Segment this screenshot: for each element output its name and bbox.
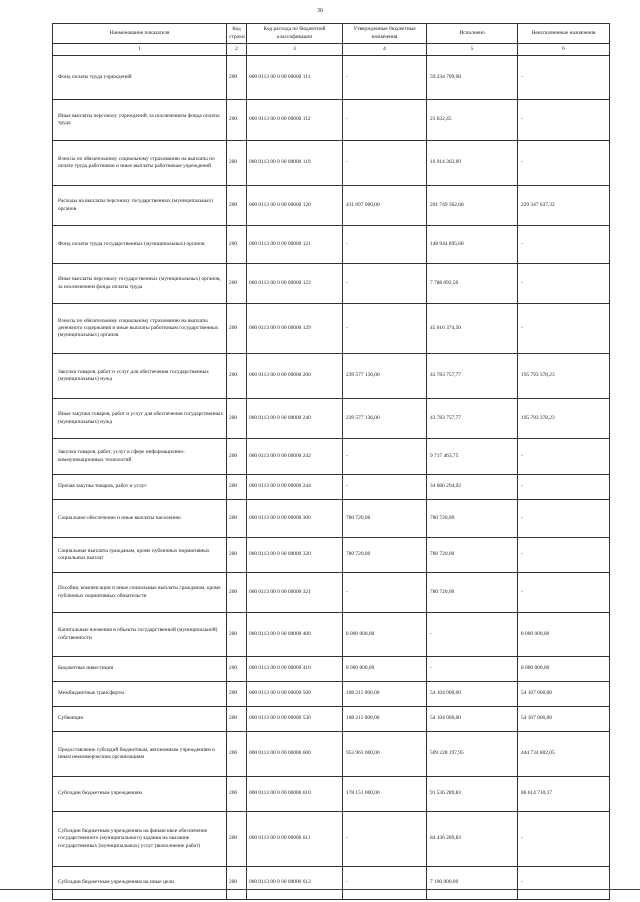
row-executed: 7 100 000,00: [427, 867, 518, 900]
row-line-code: 200: [227, 777, 247, 812]
row-unexecuted: 195 793 378,23: [518, 399, 610, 439]
row-budget-code: 000 0113 00 0 00 00000 200: [247, 354, 343, 399]
row-approved: 780 720,00: [343, 500, 427, 538]
row-approved: 239 577 136,00: [343, 354, 427, 399]
row-budget-code: 000 0113 00 0 00 00000 244: [247, 475, 343, 500]
row-unexecuted: 86 614 710,17: [518, 777, 610, 812]
row-name: Межбюджетные трансферты: [53, 682, 227, 707]
table-row: [53, 100, 610, 141]
row-budget-code: 000 0113 00 0 00 00000 119: [247, 141, 343, 186]
row-executed: 43 783 757,77: [427, 399, 518, 439]
row-approved: 431 097 000,00: [343, 186, 427, 226]
row-budget-code: 000 0113 00 0 00 00000 122: [247, 264, 343, 304]
row-unexecuted: -: [518, 264, 610, 304]
row-name: Капитальные вложения в объекты государственной (муниципальной) собственности: [53, 613, 227, 657]
row-unexecuted: 54 107 000,00: [518, 707, 610, 732]
row-line-code: 200: [227, 226, 247, 264]
row-budget-code: 000 0113 00 0 00 00000 500: [247, 682, 343, 707]
row-name: Взносы по обязательному социальному страхованию на выплаты по оплате труда работников и иные выплаты работникам учреждений: [53, 141, 227, 186]
row-unexecuted: 444 734 802,05: [518, 732, 610, 777]
row-approved: -: [343, 867, 427, 900]
row-approved: 178 151 000,00: [343, 777, 427, 812]
row-budget-code: 000 0113 00 0 00 00000 129: [247, 304, 343, 354]
table-row: [53, 399, 610, 439]
row-name: Бюджетные инвестиции: [53, 657, 227, 682]
row-line-code: 200: [227, 732, 247, 777]
row-budget-code: 000 0113 00 0 00 00000 321: [247, 573, 343, 613]
row-unexecuted: -: [518, 226, 610, 264]
row-line-code: 200: [227, 304, 247, 354]
row-name: Закупка товаров, работ и услуг для обеспечения государственных (муниципальных) нужд: [53, 354, 227, 399]
row-unexecuted: -: [518, 56, 610, 100]
row-approved: -: [343, 812, 427, 867]
column-number: 2: [227, 44, 247, 56]
row-name: Закупка товаров, работ, услуг в сфере информационно-коммуникационных технологий: [53, 439, 227, 475]
row-line-code: 200: [227, 475, 247, 500]
row-approved: -: [343, 56, 427, 100]
row-approved: -: [343, 226, 427, 264]
table-row: [53, 354, 610, 399]
row-approved: -: [343, 100, 427, 141]
row-budget-code: 000 0113 00 0 00 00000 242: [247, 439, 343, 475]
row-unexecuted: -: [518, 475, 610, 500]
row-name: Субсидии бюджетным учреждениям: [53, 777, 227, 812]
row-unexecuted: -: [518, 867, 610, 900]
row-line-code: 200: [227, 707, 247, 732]
row-line-code: 200: [227, 56, 247, 100]
table-row: [53, 56, 610, 100]
row-line-code: 200: [227, 500, 247, 538]
row-name: Социальные выплаты гражданам, кроме публичных нормативных социальных выплат: [53, 538, 227, 573]
table-row: [53, 500, 610, 538]
table-row: [53, 732, 610, 777]
row-budget-code: 000 0113 00 0 00 00000 112: [247, 100, 343, 141]
row-approved: 108 211 000,00: [343, 682, 427, 707]
row-executed: -: [427, 613, 518, 657]
row-unexecuted: -: [518, 812, 610, 867]
row-budget-code: 000 0113 00 0 00 00000 530: [247, 707, 343, 732]
row-line-code: 200: [227, 657, 247, 682]
row-line-code: 200: [227, 867, 247, 900]
row-line-code: 200: [227, 399, 247, 439]
row-name: Прочая закупка товаров, работ и услуг: [53, 475, 227, 500]
row-name: Пособия, компенсации и иные социальные выплаты гражданам, кроме публичных нормативных обязательств: [53, 573, 227, 613]
row-budget-code: 000 0113 00 0 00 00000 400: [247, 613, 343, 657]
table-row: [53, 777, 610, 812]
row-executed: 59 234 709,08: [427, 56, 518, 100]
column-number: 5: [427, 44, 518, 56]
row-line-code: 200: [227, 354, 247, 399]
header-unexecuted: Неисполненные назначения: [518, 24, 610, 44]
row-line-code: 200: [227, 186, 247, 226]
row-budget-code: 000 0113 00 0 00 00000 120: [247, 186, 343, 226]
row-unexecuted: -: [518, 439, 610, 475]
row-unexecuted: 8 000 000,00: [518, 657, 610, 682]
table-row: [53, 538, 610, 573]
row-unexecuted: -: [518, 141, 610, 186]
table-row: [53, 682, 610, 707]
expenditure-table: [52, 23, 610, 900]
table-row: [53, 657, 610, 682]
row-line-code: 200: [227, 682, 247, 707]
table-row: [53, 867, 610, 900]
row-approved: 953 963 000,00: [343, 732, 427, 777]
row-line-code: 200: [227, 613, 247, 657]
row-budget-code: 000 0113 00 0 00 00000 121: [247, 226, 343, 264]
row-name: Субвенции: [53, 707, 227, 732]
row-approved: 108 211 000,00: [343, 707, 427, 732]
row-executed: 780 720,00: [427, 500, 518, 538]
row-name: Предоставление субсидий бюджетным, автономным учреждениям и иным некоммерческим организациям: [53, 732, 227, 777]
row-name: Социальное обеспечение и иные выплаты населению: [53, 500, 227, 538]
row-budget-code: 000 0113 00 0 00 00000 610: [247, 777, 343, 812]
row-executed: 780 720,00: [427, 538, 518, 573]
row-unexecuted: 229 347 637,32: [518, 186, 610, 226]
row-budget-code: 000 0113 00 0 00 00000 611: [247, 812, 343, 867]
row-budget-code: 000 0113 00 0 00 00000 612: [247, 867, 343, 900]
row-executed: 9 717 463,75: [427, 439, 518, 475]
row-name: Взносы по обязательному социальному страхованию на выплаты денежного содержания и иные выплаты работникам государственных (муниципальных) органов: [53, 304, 227, 354]
row-executed: 54 104 000,00: [427, 707, 518, 732]
row-unexecuted: -: [518, 500, 610, 538]
table-row: [53, 226, 610, 264]
row-executed: 16 914 363,69: [427, 141, 518, 186]
row-budget-code: 000 0113 00 0 00 00000 111: [247, 56, 343, 100]
row-name: Иные выплаты персоналу государственных (муниципальных) органов, за исключением фонда оплаты труда: [53, 264, 227, 304]
row-executed: 7 788 092,50: [427, 264, 518, 304]
row-executed: 780 720,00: [427, 573, 518, 613]
row-approved: 8 000 000,00: [343, 657, 427, 682]
row-name: Фонд оплаты труда государственных (муниципальных) органов: [53, 226, 227, 264]
row-line-code: 200: [227, 100, 247, 141]
row-unexecuted: -: [518, 538, 610, 573]
row-line-code: 200: [227, 812, 247, 867]
header-executed: Исполнено: [427, 24, 518, 44]
row-executed: 54 104 000,00: [427, 682, 518, 707]
row-executed: 201 749 362,68: [427, 186, 518, 226]
table-row: [53, 141, 610, 186]
column-number: 6: [518, 44, 610, 56]
row-approved: -: [343, 141, 427, 186]
page-bottom-rule: [0, 889, 640, 890]
row-approved: -: [343, 475, 427, 500]
row-approved: -: [343, 439, 427, 475]
table-row: [53, 573, 610, 613]
table-row: [53, 304, 610, 354]
table-row: [53, 812, 610, 867]
page-number: 36: [317, 8, 323, 14]
column-number-row: [53, 44, 610, 56]
row-name: Расходы на выплаты персоналу государственных (муниципальных) органов: [53, 186, 227, 226]
column-number: 4: [343, 44, 427, 56]
row-approved: 239 577 136,00: [343, 399, 427, 439]
row-executed: 43 783 757,77: [427, 354, 518, 399]
table-row: [53, 186, 610, 226]
row-executed: 45 016 374,50: [427, 304, 518, 354]
row-unexecuted: 54 107 000,00: [518, 682, 610, 707]
row-approved: -: [343, 304, 427, 354]
row-name: Субсидии бюджетным учреждениям на финансовое обеспечение государственного (муниципального) задания на оказание государственных (муниципальных) услуг (выполнение работ): [53, 812, 227, 867]
row-executed: 148 944 895,68: [427, 226, 518, 264]
row-name: Субсидии бюджетным учреждениям на иные цели: [53, 867, 227, 900]
row-name: Иные выплаты персоналу учреждений, за исключением фонда оплаты труда: [53, 100, 227, 141]
row-budget-code: 000 0113 00 0 00 00000 600: [247, 732, 343, 777]
row-executed: 34 066 294,02: [427, 475, 518, 500]
row-executed: 91 536 289,83: [427, 777, 518, 812]
table-row: [53, 475, 610, 500]
row-unexecuted: -: [518, 573, 610, 613]
row-line-code: 200: [227, 538, 247, 573]
header-name: Наименование показателя: [53, 24, 227, 44]
row-budget-code: 000 0113 00 0 00 00000 410: [247, 657, 343, 682]
row-executed: 509 228 197,95: [427, 732, 518, 777]
column-number: 1: [53, 44, 227, 56]
header-budget-code: Код расхода по бюджетной классификации: [247, 24, 343, 44]
header-line-code: Код строки: [227, 24, 247, 44]
row-executed: -: [427, 657, 518, 682]
row-executed: 23 632,45: [427, 100, 518, 141]
row-name: Иные закупки товаров, работ и услуг для обеспечения государственных (муниципальных) нужд: [53, 399, 227, 439]
row-unexecuted: -: [518, 304, 610, 354]
table-row: [53, 613, 610, 657]
row-name: Фонд оплаты труда учреждений: [53, 56, 227, 100]
row-budget-code: 000 0113 00 0 00 00000 320: [247, 538, 343, 573]
row-approved: 8 000 000,00: [343, 613, 427, 657]
row-budget-code: 000 0113 00 0 00 00000 240: [247, 399, 343, 439]
row-unexecuted: -: [518, 100, 610, 141]
header-approved: Утвержденные бюджетные назначения: [343, 24, 427, 44]
row-approved: 780 720,00: [343, 538, 427, 573]
row-unexecuted: 195 793 378,23: [518, 354, 610, 399]
row-unexecuted: 8 000 000,00: [518, 613, 610, 657]
row-line-code: 200: [227, 573, 247, 613]
row-budget-code: 000 0113 00 0 00 00000 300: [247, 500, 343, 538]
table-row: [53, 707, 610, 732]
row-line-code: 200: [227, 439, 247, 475]
row-line-code: 200: [227, 141, 247, 186]
row-line-code: 200: [227, 264, 247, 304]
row-approved: -: [343, 264, 427, 304]
row-approved: -: [343, 573, 427, 613]
column-number: 3: [247, 44, 343, 56]
table-row: [53, 439, 610, 475]
header-row: [53, 24, 610, 44]
table-row: [53, 264, 610, 304]
row-executed: 84 436 289,83: [427, 812, 518, 867]
